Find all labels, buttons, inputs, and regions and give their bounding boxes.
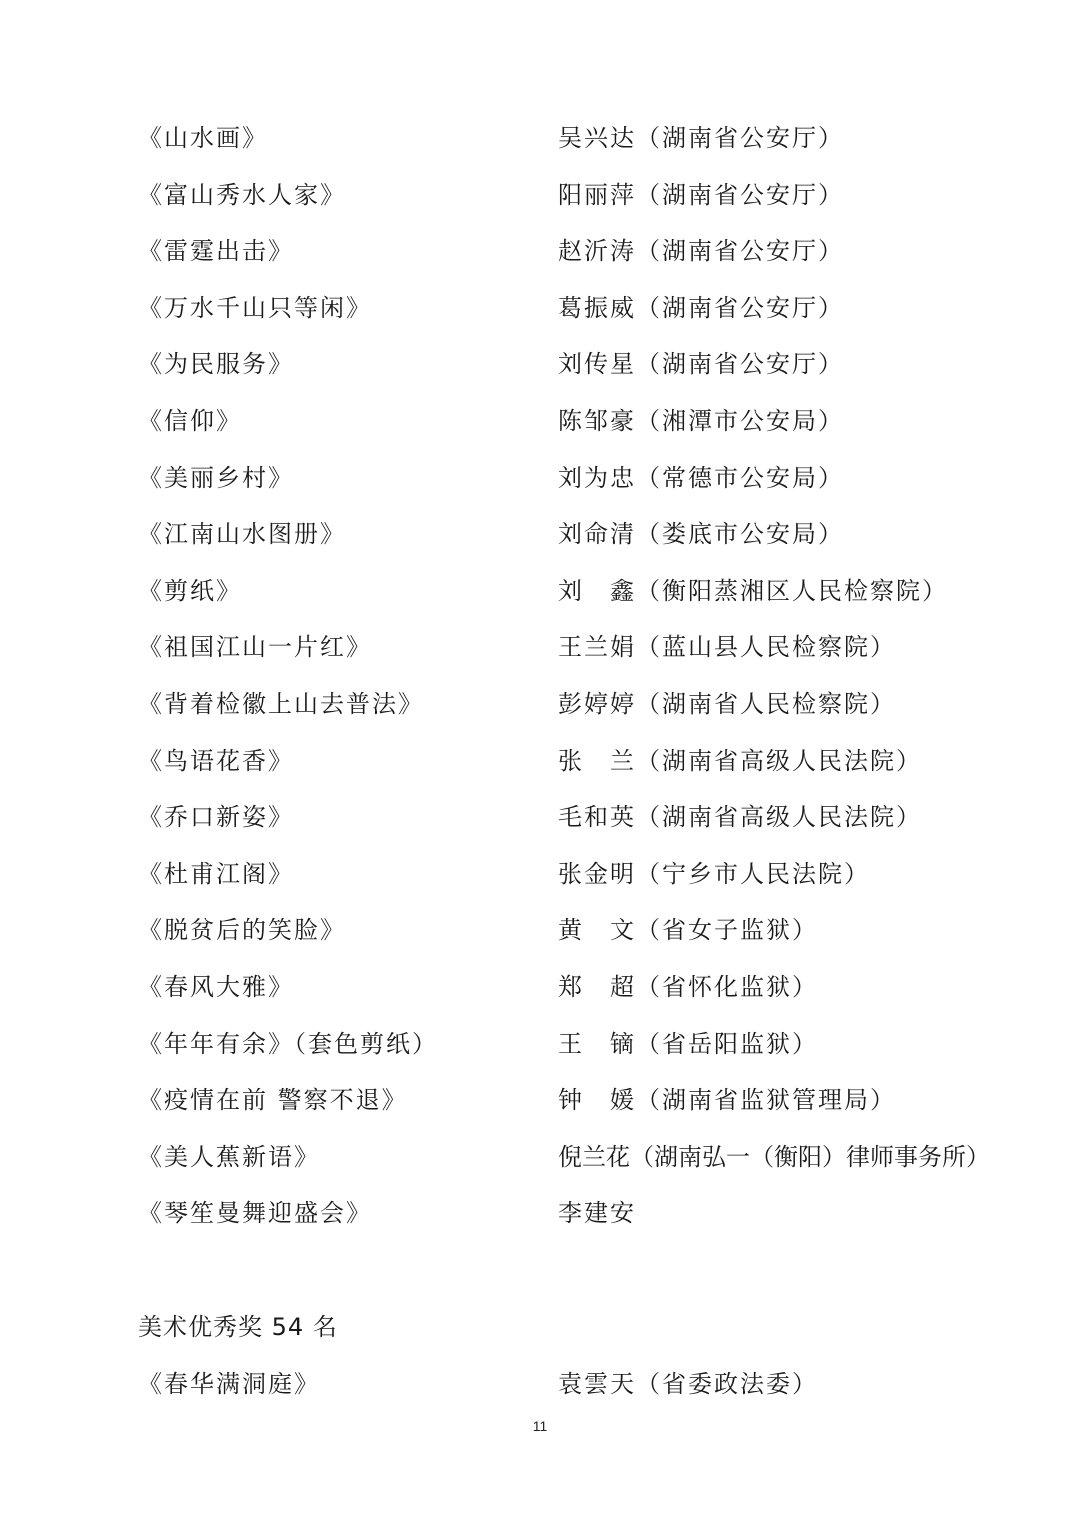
work-author: 郑 超（省怀化监狱） bbox=[558, 972, 818, 1001]
work-title: 《万水千山只等闲》 bbox=[138, 293, 372, 322]
work-title: 《琴笙曼舞迎盛会》 bbox=[138, 1199, 372, 1228]
work-title: 《疫情在前 警察不退》 bbox=[138, 1086, 408, 1115]
awards-list bbox=[138, 1356, 968, 1413]
work-title: 《年年有余》（套色剪纸） bbox=[138, 1029, 438, 1058]
list-item bbox=[138, 846, 968, 903]
work-author: 钟 媛（湖南省监狱管理局） bbox=[558, 1086, 896, 1115]
work-author: 赵沂涛（湖南省公安厅） bbox=[558, 237, 844, 266]
work-title: 《脱贫后的笑脸》 bbox=[138, 916, 346, 945]
work-author: 王兰娟（蓝山县人民检察院） bbox=[558, 633, 896, 662]
list-item bbox=[138, 223, 968, 280]
work-title: 《春风大雅》 bbox=[138, 972, 294, 1001]
work-title: 《山水画》 bbox=[138, 124, 268, 152]
list-item bbox=[138, 619, 968, 676]
work-title: 《乔口新姿》 bbox=[138, 803, 294, 832]
work-title: 《美丽乡村》 bbox=[138, 463, 294, 492]
section-heading: 美术优秀奖 54 名 bbox=[138, 1313, 338, 1341]
list-item bbox=[138, 506, 968, 563]
list-item bbox=[138, 676, 968, 733]
list-item bbox=[138, 393, 968, 450]
list-item bbox=[138, 789, 968, 846]
list-item bbox=[138, 959, 968, 1016]
work-author: 刘传星（湖南省公安厅） bbox=[558, 350, 844, 379]
list-item bbox=[138, 1129, 990, 1186]
work-title: 《春华满洞庭》 bbox=[138, 1370, 320, 1398]
work-author: 刘为忠（常德市公安局） bbox=[558, 463, 844, 492]
work-author: 彭婷婷（湖南省人民检察院） bbox=[558, 689, 896, 718]
list-item bbox=[138, 336, 968, 393]
work-title: 《美人蕉新语》 bbox=[138, 1142, 320, 1171]
work-author: 刘 鑫（衡阳蒸湘区人民检察院） bbox=[558, 576, 948, 605]
work-author: 张 兰（湖南省高级人民法院） bbox=[558, 746, 922, 775]
work-author: 倪兰花（湖南弘一（衡阳）律师事务所） bbox=[558, 1142, 990, 1171]
list-item bbox=[138, 902, 968, 959]
work-title: 《雷霆出击》 bbox=[138, 237, 294, 266]
work-author: 袁雲天（省委政法委） bbox=[558, 1370, 818, 1398]
list-item bbox=[138, 280, 968, 337]
page-number: 11 bbox=[532, 1418, 548, 1434]
work-title: 《信仰》 bbox=[138, 406, 242, 435]
list-item bbox=[138, 1072, 968, 1129]
work-author: 黄 文（省女子监狱） bbox=[558, 916, 818, 945]
list-item bbox=[138, 563, 968, 620]
work-author: 李建安 bbox=[558, 1199, 636, 1228]
list-item bbox=[138, 1016, 968, 1073]
work-title: 《江南山水图册》 bbox=[138, 520, 346, 549]
awards-list bbox=[138, 110, 990, 1242]
work-author: 陈邹豪（湘潭市公安局） bbox=[558, 406, 844, 435]
work-author: 葛振威（湖南省公安厅） bbox=[558, 293, 844, 322]
work-title: 《富山秀水人家》 bbox=[138, 180, 346, 209]
list-item bbox=[138, 167, 968, 224]
work-title: 《为民服务》 bbox=[138, 350, 294, 379]
work-author: 张金明（宁乡市人民法院） bbox=[558, 859, 870, 888]
list-item bbox=[138, 733, 968, 790]
work-title: 《杜甫江阁》 bbox=[138, 859, 294, 888]
work-title: 《鸟语花香》 bbox=[138, 746, 294, 775]
list-item bbox=[138, 1356, 968, 1413]
work-title: 《祖国江山一片红》 bbox=[138, 633, 372, 662]
list-item bbox=[138, 1185, 968, 1242]
work-author: 刘命清（娄底市公安局） bbox=[558, 520, 844, 549]
list-item bbox=[138, 450, 968, 507]
work-author: 阳丽萍（湖南省公安厅） bbox=[558, 180, 844, 209]
work-author: 吴兴达（湖南省公安厅） bbox=[558, 124, 844, 152]
work-author: 王 镝（省岳阳监狱） bbox=[558, 1029, 818, 1058]
work-author: 毛和英（湖南省高级人民法院） bbox=[558, 803, 922, 832]
work-title: 《剪纸》 bbox=[138, 576, 242, 605]
list-item bbox=[138, 110, 968, 167]
work-title: 《背着检徽上山去普法》 bbox=[138, 689, 424, 718]
